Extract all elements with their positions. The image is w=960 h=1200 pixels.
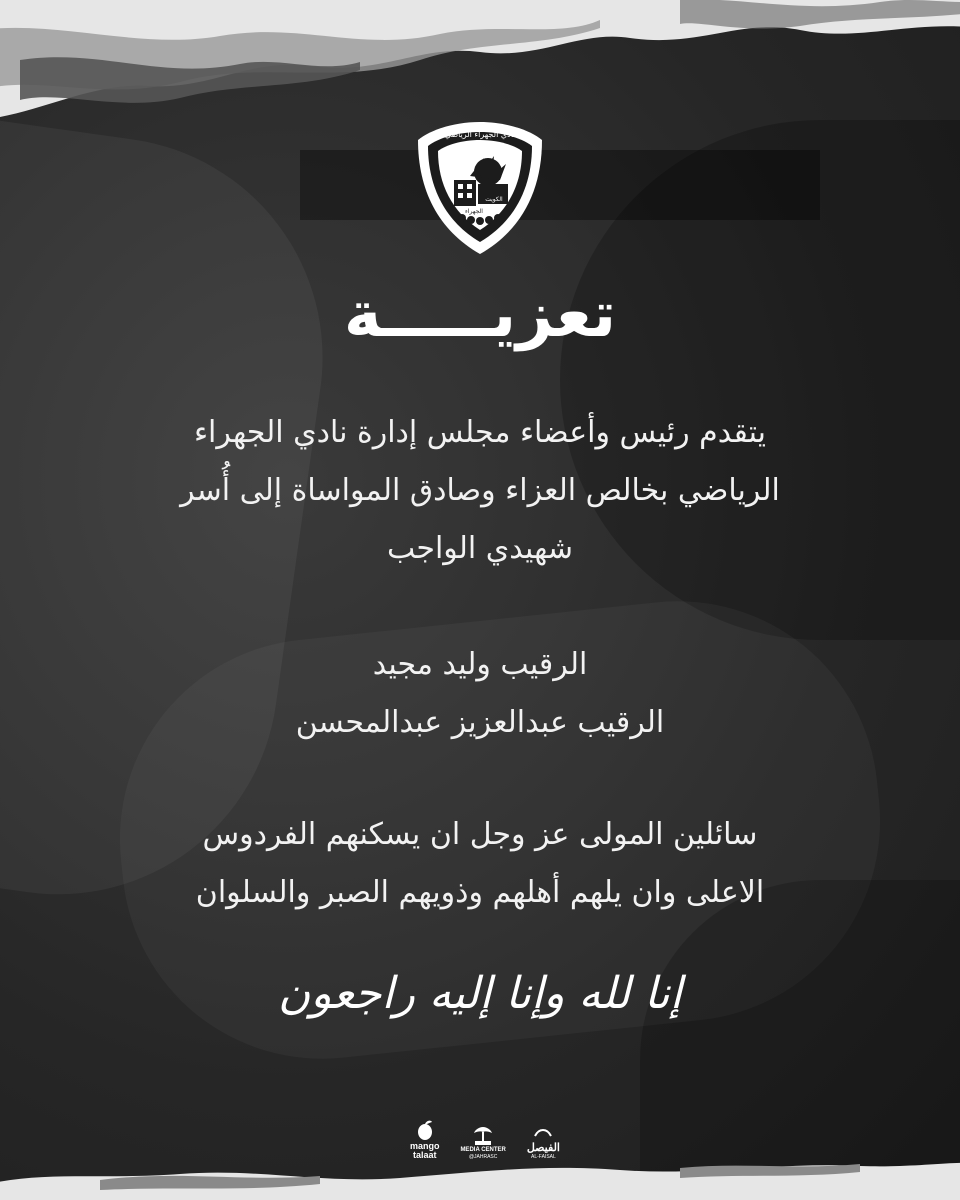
club-crest xyxy=(414,118,546,258)
crest-city-text: الجهراء xyxy=(465,208,483,215)
mango-icon xyxy=(413,1118,437,1142)
condolence-message xyxy=(90,404,870,578)
message-line: شهيدي الواجب xyxy=(386,531,574,566)
message-line: الرياضي بخالص العزاء وصادق المواساة إلى أُسر xyxy=(180,473,780,508)
martyr-names xyxy=(90,636,870,752)
sponsor-name: الفيصل xyxy=(526,1142,560,1154)
background-band xyxy=(300,150,820,220)
sponsor-mango-talaat xyxy=(410,1118,440,1160)
martyr-name: الرقيب عبدالعزيز عبدالمحسن xyxy=(295,705,665,740)
palm-tree-icon xyxy=(471,1123,495,1147)
sponsor-name: talaat xyxy=(413,1150,437,1160)
sponsor-al-faisal xyxy=(527,1118,560,1160)
faisal-logo xyxy=(531,1118,555,1142)
sponsor-logos xyxy=(410,1100,560,1160)
sponsor-subtitle: AL-FAISAL xyxy=(531,1154,556,1160)
prayer-message xyxy=(90,806,870,922)
brush-stroke-top xyxy=(0,0,960,130)
crest-country-text: الكويت xyxy=(485,196,503,203)
message-line: يتقدم رئيس وأعضاء مجلس إدارة نادي الجهراء xyxy=(193,415,767,450)
sponsor-name: mango xyxy=(410,1141,440,1151)
sponsor-name: MEDIA CENTER xyxy=(460,1147,506,1153)
prayer-line: الاعلى وان يلهم أهلهم وذويهم الصبر والسلوان xyxy=(195,875,765,910)
calligraphy-verse: إنا لله وإنا إليه راجعون xyxy=(278,968,682,1019)
page-title: تعزيـــــة xyxy=(343,278,617,352)
crest-top-text: نادي الجهراء الرياضي xyxy=(444,130,516,139)
sponsor-handle: @JAHRASC xyxy=(468,1154,498,1160)
sponsor-media-center xyxy=(460,1123,505,1160)
prayer-line: سائلين المولى عز وجل ان يسكنهم الفردوس xyxy=(202,817,758,852)
martyr-name: الرقيب وليد مجيد xyxy=(372,647,588,682)
